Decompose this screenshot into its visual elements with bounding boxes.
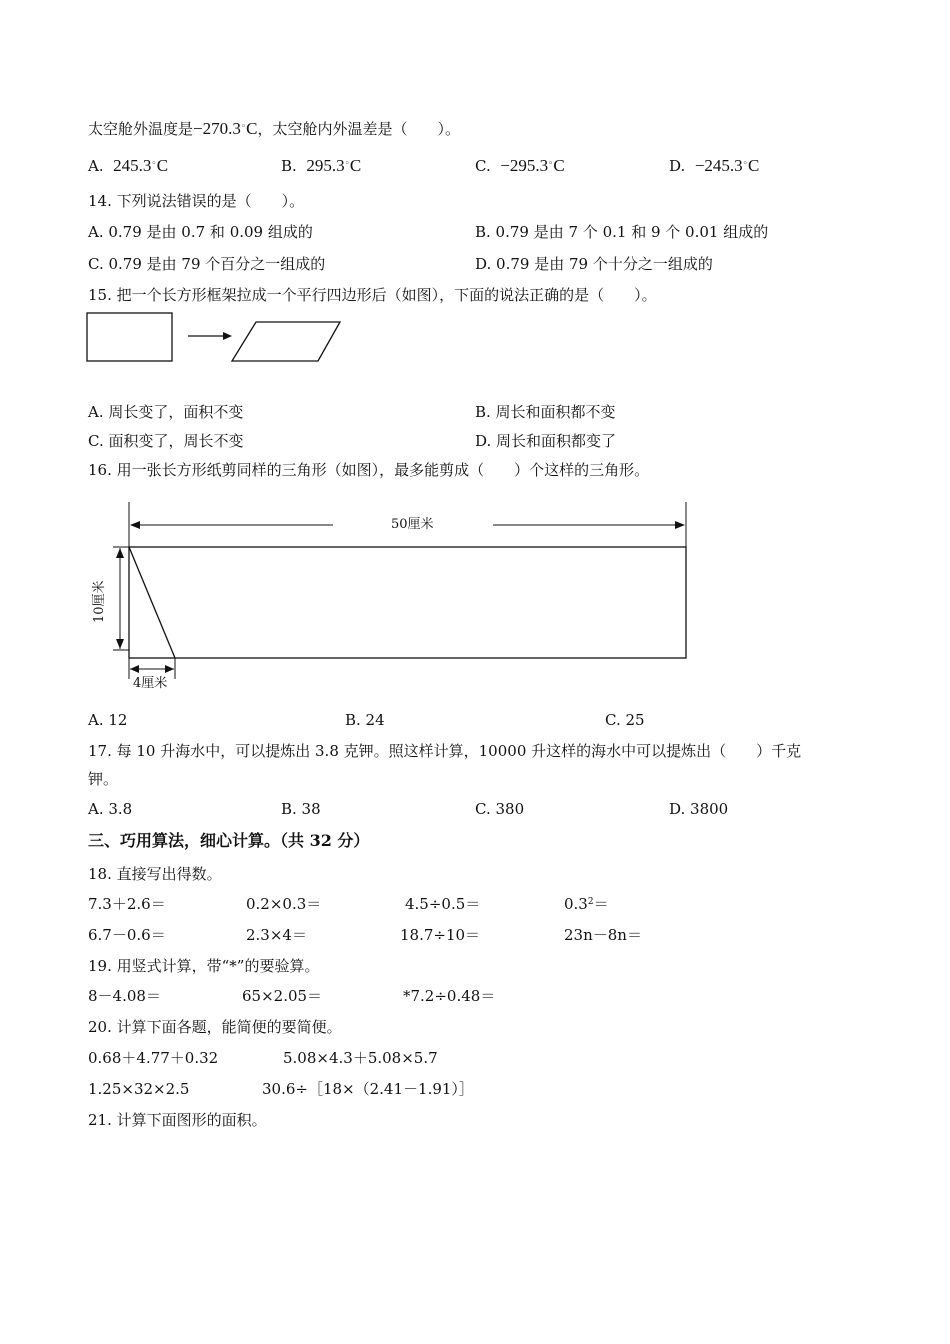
q15-stem: 15. 把一个长方形框架拉成一个平行四边形后（如图），下面的说法正确的是（ ）。	[88, 286, 657, 304]
q18-item: 18.7÷10＝	[400, 926, 481, 944]
base-label: 4厘米	[133, 676, 168, 691]
q18-item: 7.3＋2.6＝	[88, 895, 166, 913]
q13-option-d[interactable]: D. −245.3◦C	[669, 156, 760, 175]
q15-option-d[interactable]: D. 周长和面积都变了	[475, 432, 617, 450]
q20-item: 30.6÷［18×（2.41－1.91）］	[262, 1080, 474, 1098]
section3-title: 三、巧用算法，细心计算。（共 32 分）	[88, 831, 370, 850]
q17-stem-line1: 17. 每 10 升海水中，可以提炼出 3.8 克钾。照这样计算，10000 升这样的海水中可以提炼出（ ）千克	[88, 742, 802, 760]
q16-option-c[interactable]: C. 25	[605, 711, 645, 729]
q18-item: 2.3×4＝	[246, 926, 307, 944]
parallelogram-shape	[232, 322, 340, 361]
q16-stem: 16. 用一张长方形纸剪同样的三角形（如图），最多能剪成（ ）个这样的三角形。	[88, 461, 650, 479]
q17-stem-line2: 钾。	[88, 770, 119, 788]
q20-item: 0.68＋4.77＋0.32	[88, 1049, 219, 1067]
q18-item: 4.5÷0.5＝	[405, 895, 481, 913]
q20-stem: 20. 计算下面各题，能简便的要简便。	[88, 1018, 342, 1036]
q18-item: 6.7－0.6＝	[88, 926, 166, 944]
q19-item: 65×2.05＝	[242, 987, 323, 1005]
q13-option-a[interactable]: A. 245.3◦C	[88, 156, 169, 175]
arrow-head	[223, 332, 232, 340]
q18-item: 23n－8n＝	[564, 926, 642, 944]
triangle-hypotenuse	[129, 547, 175, 658]
paper-rectangle	[129, 547, 686, 658]
q20-item: 5.08×4.3＋5.08×5.7	[283, 1049, 438, 1067]
q19-item: 8－4.08＝	[88, 987, 161, 1005]
q19-item: *7.2÷0.48＝	[403, 987, 496, 1005]
q16-figure	[85, 497, 705, 697]
q14-option-d[interactable]: D. 0.79 是由 79 个十分之一组成的	[475, 255, 713, 273]
q17-option-d[interactable]: D. 3800	[669, 800, 729, 818]
q15-option-c[interactable]: C. 面积变了，周长不变	[88, 432, 244, 450]
q17-option-a[interactable]: A. 3.8	[88, 800, 133, 818]
q17-option-b[interactable]: B. 38	[281, 800, 321, 818]
rectangle-shape	[87, 313, 172, 361]
q15-option-b[interactable]: B. 周长和面积都不变	[475, 403, 616, 421]
q15-figure	[80, 308, 360, 370]
q19-stem: 19. 用竖式计算，带“*”的要验算。	[88, 957, 320, 975]
q13-stem: 太空舱外温度是−270.3◦C，太空舱内外温差是（ ）。	[88, 119, 461, 138]
q21-stem: 21. 计算下面图形的面积。	[88, 1111, 267, 1129]
q15-option-a[interactable]: A. 周长变了，面积不变	[88, 403, 244, 421]
q16-option-a[interactable]: A. 12	[88, 711, 128, 729]
q14-option-a[interactable]: A. 0.79 是由 0.7 和 0.09 组成的	[88, 223, 313, 241]
q18-stem: 18. 直接写出得数。	[88, 865, 222, 883]
height-label: 10厘米	[92, 580, 107, 623]
q18-item-power: $0.3^2=$	[564, 895, 609, 913]
q14-stem: 14. 下列说法错误的是（ ）。	[88, 192, 305, 210]
q18-item: 0.2×0.3＝	[246, 895, 322, 913]
width-label: 50厘米	[391, 517, 434, 532]
q20-item: 1.25×32×2.5	[88, 1080, 190, 1098]
q14-option-b[interactable]: B. 0.79 是由 7 个 0.1 和 9 个 0.01 组成的	[475, 223, 769, 241]
q16-option-b[interactable]: B. 24	[345, 711, 385, 729]
q13-option-c[interactable]: C. −295.3◦C	[475, 156, 565, 175]
q14-option-c[interactable]: C. 0.79 是由 79 个百分之一组成的	[88, 255, 326, 273]
q13-option-b[interactable]: B. 295.3◦C	[281, 156, 362, 175]
q17-option-c[interactable]: C. 380	[475, 800, 525, 818]
